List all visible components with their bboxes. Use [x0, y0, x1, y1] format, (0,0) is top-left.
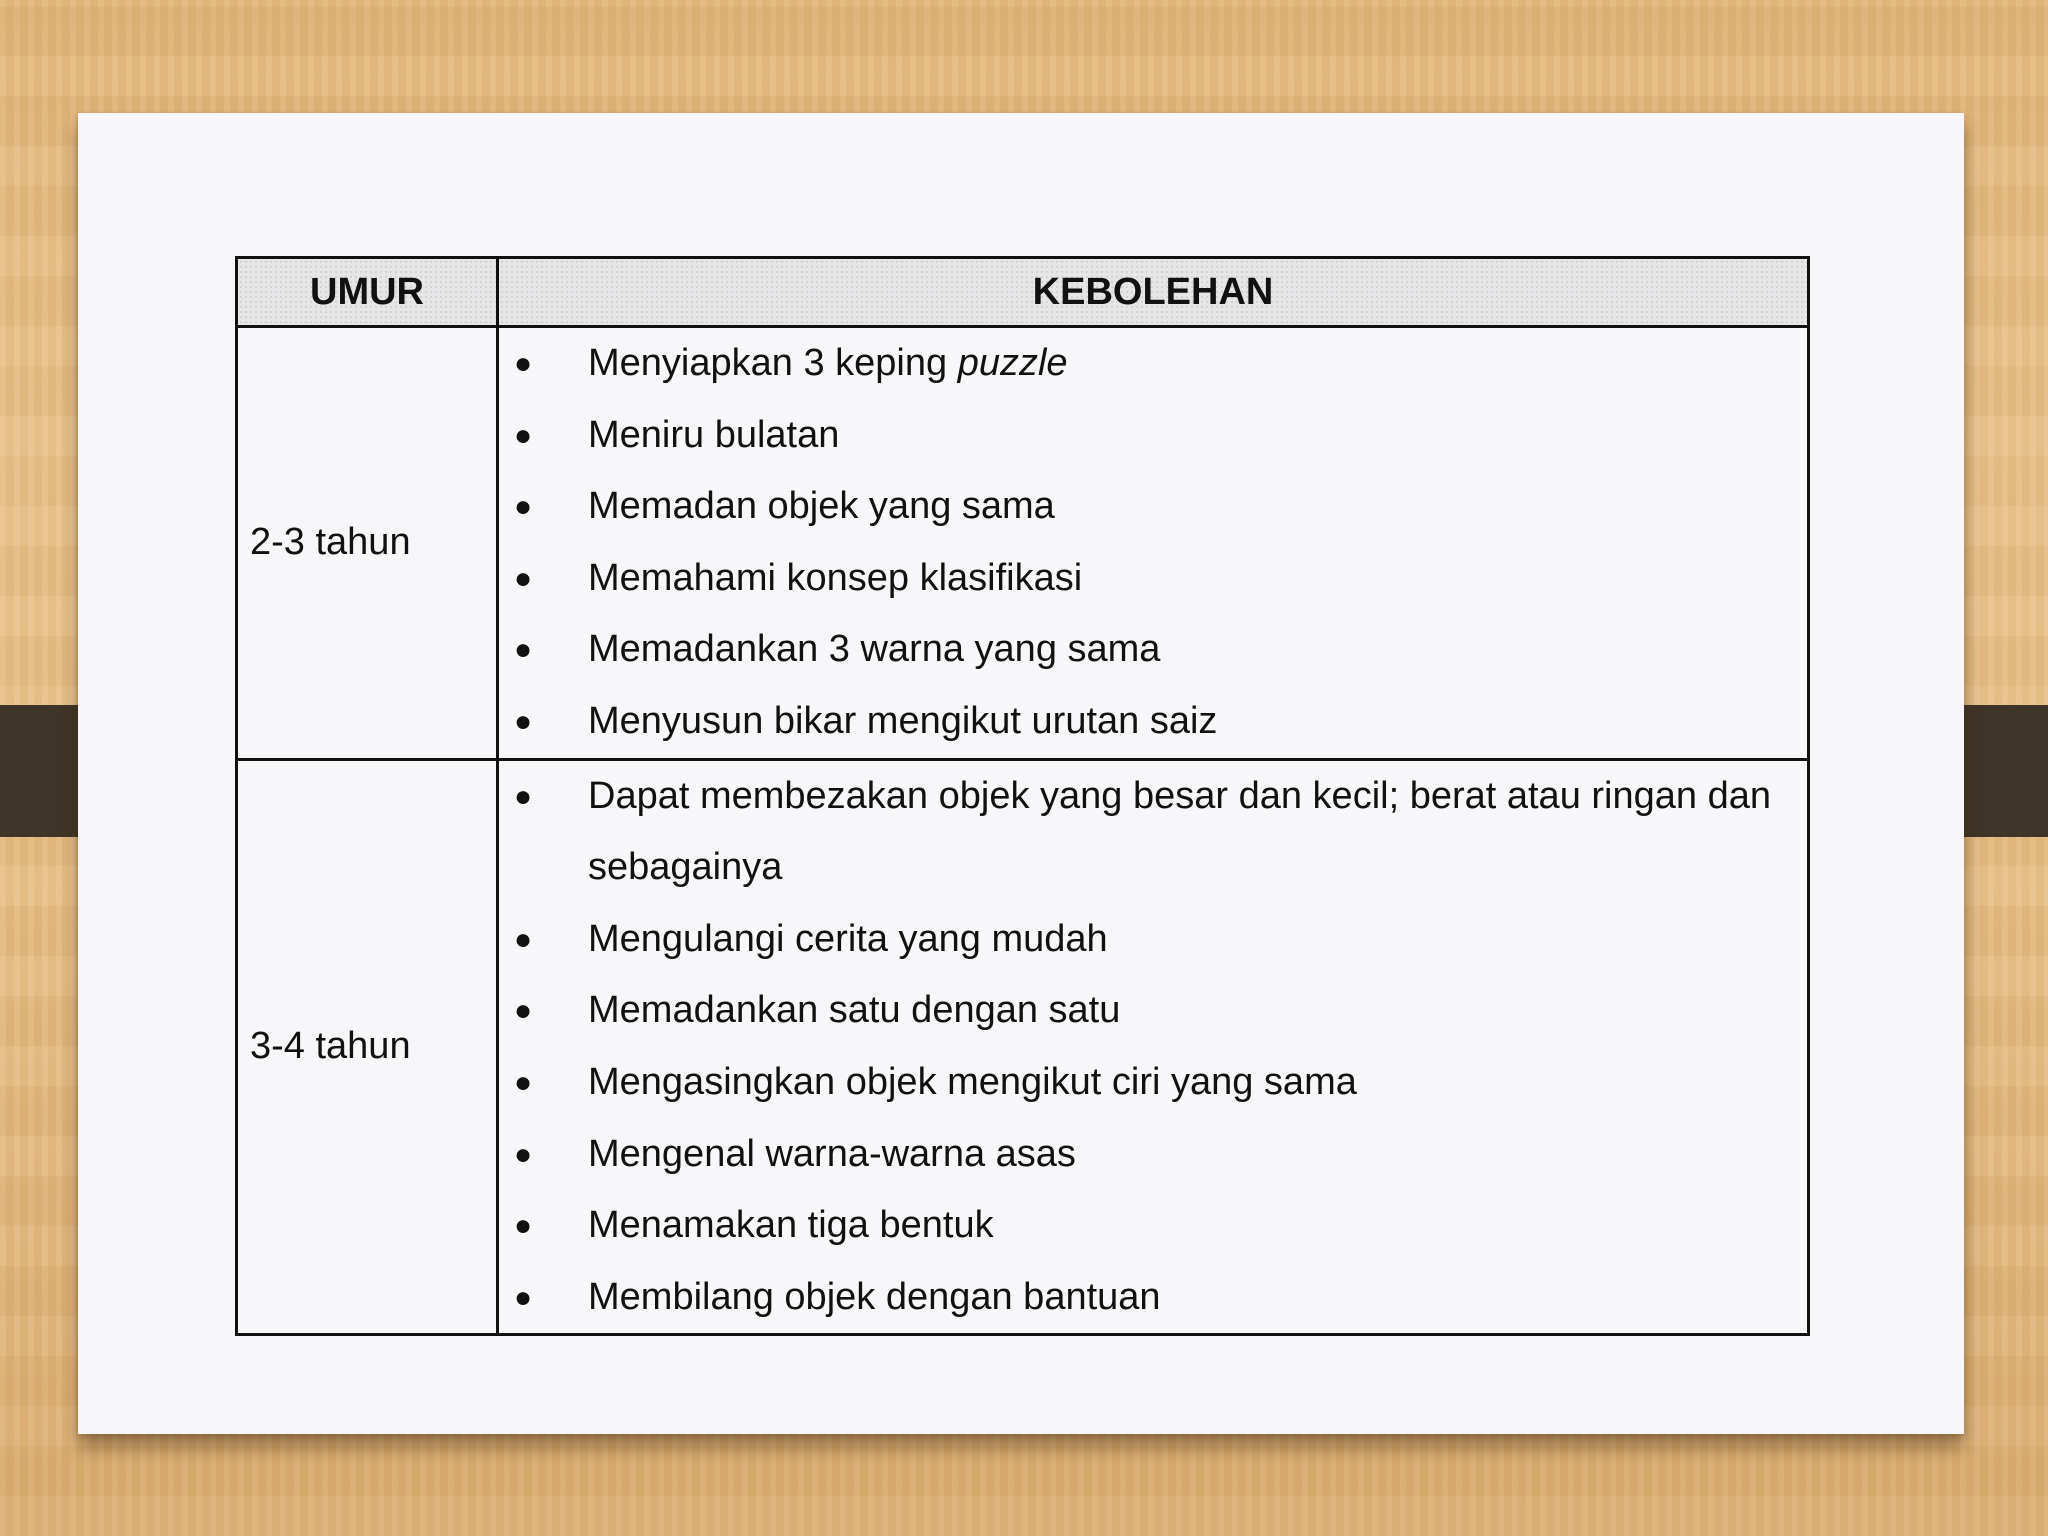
- list-item: [499, 1047, 1807, 1119]
- table-header-row: [237, 258, 1809, 327]
- table-row: [237, 759, 1809, 1335]
- item-text: Memadankan satu dengan satu: [588, 989, 1121, 1032]
- bullet-icon: ●: [514, 994, 533, 1028]
- ability-list: [499, 328, 1807, 758]
- item-italic-term: puzzle: [957, 342, 1068, 384]
- header-abilities: KEBOLEHAN: [498, 258, 1809, 327]
- abilities-table: [235, 256, 1810, 1336]
- item-text: Membilang objek dengan bantuan: [588, 1275, 1161, 1318]
- item-text: Dapat membezakan objek yang besar dan kecil; berat atau ringan dan sebagainya: [588, 774, 1771, 889]
- list-item: [499, 686, 1807, 758]
- bullet-icon: ●: [514, 561, 533, 595]
- slide-paper: [78, 113, 1964, 1434]
- bullet-icon: ●: [514, 347, 533, 380]
- item-text: Mengulangi cerita yang mudah: [588, 917, 1108, 960]
- item-text: Memadankan 3 warna yang sama: [588, 628, 1161, 671]
- bullet-icon: ●: [514, 1137, 533, 1171]
- item-text: Meniru bulatan: [588, 413, 840, 456]
- item-text: Menyiapkan 3 keping: [588, 342, 958, 384]
- bullet-icon: ●: [514, 704, 533, 738]
- list-item: [499, 1262, 1807, 1334]
- age-cell: 2-3 tahun: [237, 327, 498, 760]
- list-item: [499, 1119, 1807, 1191]
- age-cell: 3-4 tahun: [237, 759, 498, 1335]
- item-text: Mengasingkan objek mengikut ciri yang sama: [588, 1060, 1357, 1103]
- ability-list: [499, 761, 1807, 1334]
- list-item: [499, 471, 1807, 543]
- item-text: Memahami konsep klasifikasi: [588, 556, 1083, 599]
- abilities-cell: [498, 759, 1809, 1335]
- list-item: [499, 614, 1807, 686]
- bullet-icon: ●: [514, 1280, 533, 1314]
- list-item: [499, 543, 1807, 615]
- header-age: UMUR: [237, 258, 498, 327]
- list-item: [499, 975, 1807, 1047]
- bullet-icon: ●: [514, 418, 533, 452]
- bullet-icon: ●: [514, 779, 533, 813]
- bullet-icon: ●: [514, 922, 533, 956]
- list-item: [499, 904, 1807, 976]
- bullet-icon: ●: [514, 1209, 533, 1243]
- table-row: [237, 327, 1809, 760]
- list-item: [499, 1190, 1807, 1262]
- item-text: Memadan objek yang sama: [588, 485, 1055, 528]
- item-text: Menamakan tiga bentuk: [588, 1204, 994, 1247]
- bullet-icon: ●: [514, 1065, 533, 1099]
- bullet-icon: ●: [514, 633, 533, 667]
- item-text: Mengenal warna-warna asas: [588, 1132, 1076, 1175]
- abilities-cell: [498, 327, 1809, 760]
- item-text: Menyusun bikar mengikut urutan saiz: [588, 699, 1218, 742]
- list-item: [499, 328, 1807, 400]
- list-item: [499, 400, 1807, 472]
- bullet-icon: ●: [514, 490, 533, 524]
- list-item: [499, 761, 1807, 904]
